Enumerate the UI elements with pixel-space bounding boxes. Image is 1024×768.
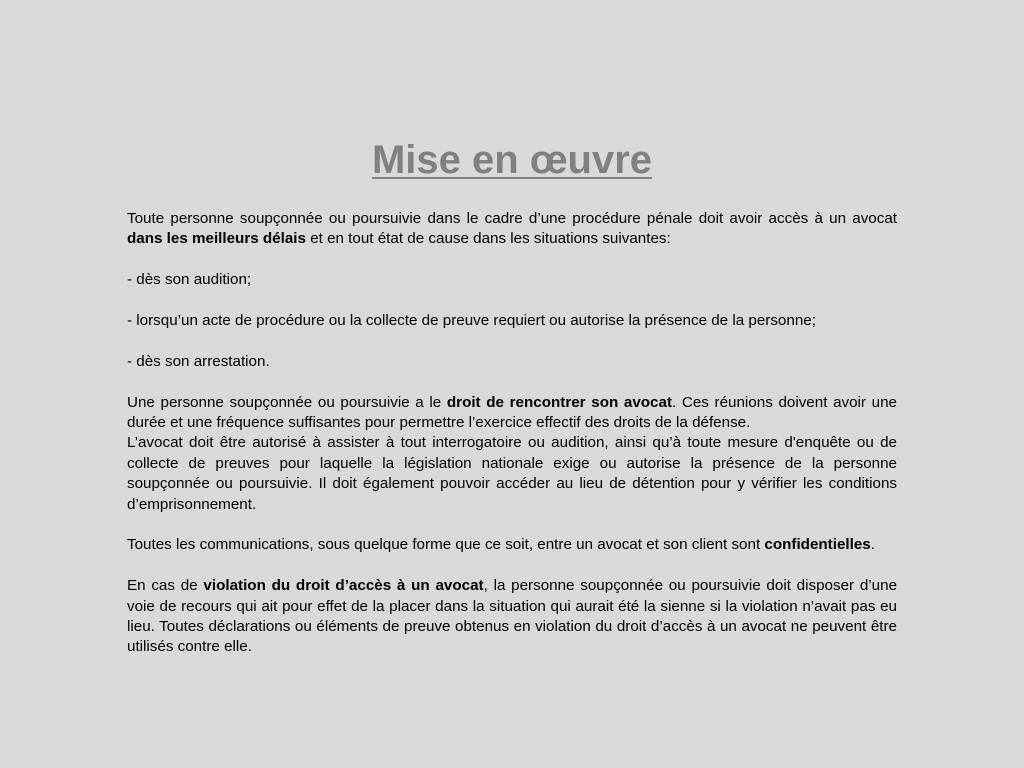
text-segment: .	[870, 536, 875, 554]
list-item-audition: - dès son audition;	[127, 271, 252, 289]
text-segment: , la personne soupçonnée ou poursuivie doit disposer d’une voie de recours qui ait pour effet de la placer dans la situation qui aurait été la sienne si la violation n’avait pas eu lieu. Toutes déclarations ou éléments de preuve obtenus en violation du droit d’accès à un avocat ne peuvent être utilisés contre elle.	[127, 577, 898, 656]
text-segment: Une personne soupçonnée ou poursuivie a le	[127, 393, 447, 411]
paragraph-access-lawyer	[127, 209, 897, 250]
text-segment: . Ces réunions doivent avoir une durée et une fréquence suffisantes pour permettre l’exercice effectif des droits de la défense.	[127, 393, 897, 431]
paragraph-confidentiality	[127, 535, 897, 555]
spacer	[127, 372, 897, 392]
slide-body	[127, 209, 897, 658]
emphasis-text: confidentielles	[764, 536, 871, 554]
spacer	[127, 291, 897, 311]
spacer	[127, 515, 897, 535]
list-item-procedure: - lorsqu’un acte de procédure ou la collecte de preuve requiert ou autorise la présence de la personne;	[127, 312, 816, 329]
text-segment: Toutes les communications, sous quelque forme que ce soit, entre un avocat et son client sont	[127, 536, 765, 554]
text-segment: En cas de	[127, 577, 204, 595]
spacer	[127, 250, 897, 270]
slide-title: Mise en œuvre	[371, 138, 653, 182]
emphasis-text: dans les meilleurs délais	[127, 230, 306, 248]
text-segment: Toute personne soupçonnée ou poursuivie dans le cadre d’une procédure pénale doit avoir accès à un avocat	[127, 210, 897, 227]
emphasis-text: violation du droit d’accès à un avocat	[203, 577, 484, 595]
text-segment: et en tout état de cause dans les situations suivantes:	[305, 230, 671, 248]
paragraph-violation-remedy	[127, 576, 897, 658]
list-item-arrest: - dès son arrestation.	[127, 352, 270, 370]
paragraph-lawyer-presence: L’avocat doit être autorisé à assister à tout interrogatoire ou audition, ainsi qu’à toute mesure d'enquête ou de collecte de preuves pour laquelle la législation nationale exige ou autorise la présence de la personne soupçonnée ou poursuivie. Il doit également pouvoir accéder au lieu de détention pour y vérifier les conditions d’emprisonnement.	[127, 434, 897, 513]
emphasis-text: droit de rencontrer son avocat	[446, 393, 673, 411]
paragraph-meet-lawyer	[127, 393, 897, 434]
spacer	[127, 556, 897, 576]
spacer	[127, 331, 897, 351]
